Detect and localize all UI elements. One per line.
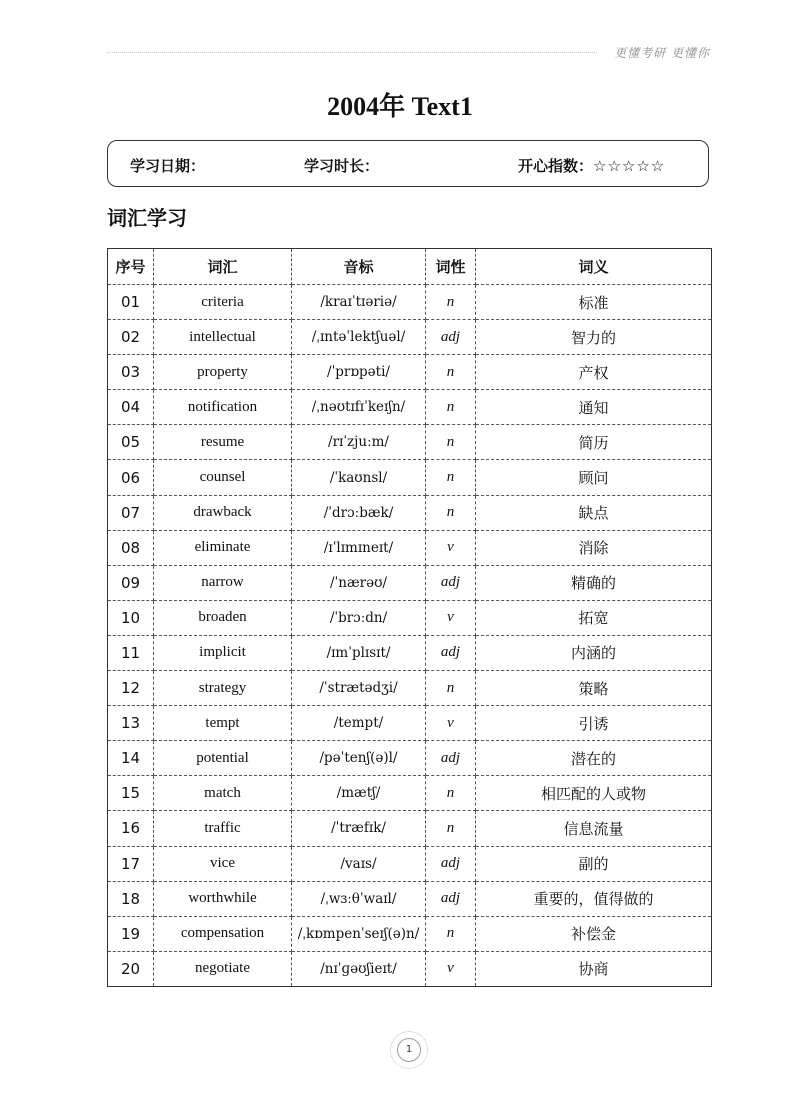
- phonetic: /nɪˈɡəʊʃieɪt/: [292, 951, 426, 986]
- happiness-index: [518, 155, 665, 176]
- phonetic: /ˈprɒpəti/: [292, 355, 426, 390]
- vocab-word: intellectual: [154, 320, 292, 355]
- table-row: [108, 741, 712, 776]
- vocab-word: traffic: [154, 811, 292, 846]
- meaning: 通知: [476, 390, 712, 425]
- phonetic: /ˈstrætədʒi/: [292, 671, 426, 706]
- row-number: 19: [108, 916, 154, 951]
- header-slogan: 更懂考研 更懂你: [614, 46, 710, 60]
- phonetic: /ˈnærəʊ/: [292, 565, 426, 600]
- header-divider: [107, 52, 597, 53]
- rating-stars: ☆☆☆☆☆: [593, 157, 666, 175]
- part-of-speech: n: [426, 390, 476, 425]
- table-row: [108, 425, 712, 460]
- table-row: [108, 495, 712, 530]
- row-number: 07: [108, 495, 154, 530]
- phonetic: /ˌnəʊtɪfɪˈkeɪʃn/: [292, 390, 426, 425]
- study-date-label: 学习日期：: [130, 157, 206, 175]
- vocab-word: eliminate: [154, 530, 292, 565]
- vocab-word: property: [154, 355, 292, 390]
- meaning: 顾问: [476, 460, 712, 495]
- happiness-label: 开心指数：: [518, 157, 594, 175]
- part-of-speech: adj: [426, 846, 476, 881]
- phonetic: /mætʃ/: [292, 776, 426, 811]
- part-of-speech: v: [426, 706, 476, 741]
- vocab-word: broaden: [154, 600, 292, 635]
- row-number: 12: [108, 671, 154, 706]
- meaning: 内涵的: [476, 635, 712, 670]
- phonetic: /ɪˈlɪmɪneɪt/: [292, 530, 426, 565]
- meaning: 协商: [476, 951, 712, 986]
- meaning: 标准: [476, 285, 712, 320]
- phonetic: /rɪˈzjuːm/: [292, 425, 426, 460]
- meaning: 智力的: [476, 320, 712, 355]
- table-row: [108, 320, 712, 355]
- vocab-word: drawback: [154, 495, 292, 530]
- vocab-word: strategy: [154, 671, 292, 706]
- part-of-speech: v: [426, 600, 476, 635]
- meaning: 相匹配的人或物: [476, 776, 712, 811]
- row-number: 16: [108, 811, 154, 846]
- vocab-word: criteria: [154, 285, 292, 320]
- table-header-row: [108, 249, 712, 285]
- vocab-word: match: [154, 776, 292, 811]
- meaning: 信息流量: [476, 811, 712, 846]
- part-of-speech: n: [426, 355, 476, 390]
- meaning: 简历: [476, 425, 712, 460]
- phonetic: /tempt/: [292, 706, 426, 741]
- vocab-word: compensation: [154, 916, 292, 951]
- part-of-speech: n: [426, 425, 476, 460]
- vocab-word: worthwhile: [154, 881, 292, 916]
- part-of-speech: v: [426, 951, 476, 986]
- part-of-speech: adj: [426, 565, 476, 600]
- row-number: 01: [108, 285, 154, 320]
- row-number: 10: [108, 600, 154, 635]
- table-row: [108, 916, 712, 951]
- vocab-word: vice: [154, 846, 292, 881]
- row-number: 14: [108, 741, 154, 776]
- row-number: 20: [108, 951, 154, 986]
- table-row: [108, 355, 712, 390]
- table-row: [108, 565, 712, 600]
- table-row: [108, 776, 712, 811]
- vocab-word: notification: [154, 390, 292, 425]
- table-row: [108, 671, 712, 706]
- study-info-box: [107, 140, 709, 187]
- row-number: 15: [108, 776, 154, 811]
- row-number: 04: [108, 390, 154, 425]
- phonetic: /ɪmˈplɪsɪt/: [292, 635, 426, 670]
- meaning: 潜在的: [476, 741, 712, 776]
- table-row: [108, 846, 712, 881]
- vocab-word: tempt: [154, 706, 292, 741]
- meaning: 策略: [476, 671, 712, 706]
- part-of-speech: adj: [426, 741, 476, 776]
- part-of-speech: n: [426, 916, 476, 951]
- study-duration-label: 学习时长：: [304, 157, 380, 175]
- table-row: [108, 706, 712, 741]
- phonetic: /ˈtræfɪk/: [292, 811, 426, 846]
- vocab-word: potential: [154, 741, 292, 776]
- header-no: 序号: [108, 249, 154, 285]
- row-number: 18: [108, 881, 154, 916]
- phonetic: /ˌwɜːθˈwaɪl/: [292, 881, 426, 916]
- meaning: 产权: [476, 355, 712, 390]
- meaning: 缺点: [476, 495, 712, 530]
- phonetic: /ˈkaʊnsl/: [292, 460, 426, 495]
- vocab-word: narrow: [154, 565, 292, 600]
- row-number: 13: [108, 706, 154, 741]
- row-number: 05: [108, 425, 154, 460]
- vocab-word: negotiate: [154, 951, 292, 986]
- table-row: [108, 635, 712, 670]
- vocab-table: [107, 248, 712, 987]
- part-of-speech: adj: [426, 881, 476, 916]
- page-title: 2004年 Text1: [327, 92, 473, 121]
- section-title: 词汇学习: [107, 206, 187, 230]
- row-number: 09: [108, 565, 154, 600]
- part-of-speech: n: [426, 460, 476, 495]
- table-row: [108, 600, 712, 635]
- meaning: 补偿金: [476, 916, 712, 951]
- phonetic: /ˈdrɔːbæk/: [292, 495, 426, 530]
- table-row: [108, 285, 712, 320]
- part-of-speech: n: [426, 811, 476, 846]
- part-of-speech: n: [426, 671, 476, 706]
- meaning: 精确的: [476, 565, 712, 600]
- phonetic: /kraɪˈtɪəriə/: [292, 285, 426, 320]
- row-number: 11: [108, 635, 154, 670]
- part-of-speech: v: [426, 530, 476, 565]
- table-row: [108, 811, 712, 846]
- phonetic: /ˌkɒmpenˈseɪʃ(ə)n/: [292, 916, 426, 951]
- header-pos: 词性: [426, 249, 476, 285]
- part-of-speech: n: [426, 776, 476, 811]
- meaning: 重要的，值得做的: [476, 881, 712, 916]
- part-of-speech: n: [426, 495, 476, 530]
- meaning: 消除: [476, 530, 712, 565]
- row-number: 06: [108, 460, 154, 495]
- table-row: [108, 881, 712, 916]
- row-number: 17: [108, 846, 154, 881]
- meaning: 副的: [476, 846, 712, 881]
- header-word: 词汇: [154, 249, 292, 285]
- table-row: [108, 390, 712, 425]
- header-ipa: 音标: [292, 249, 426, 285]
- row-number: 03: [108, 355, 154, 390]
- row-number: 08: [108, 530, 154, 565]
- table-row: [108, 530, 712, 565]
- phonetic: /vaɪs/: [292, 846, 426, 881]
- vocab-word: counsel: [154, 460, 292, 495]
- part-of-speech: adj: [426, 635, 476, 670]
- page-number: 1: [397, 1038, 421, 1062]
- meaning: 引诱: [476, 706, 712, 741]
- part-of-speech: n: [426, 285, 476, 320]
- vocab-word: implicit: [154, 635, 292, 670]
- row-number: 02: [108, 320, 154, 355]
- table-row: [108, 951, 712, 986]
- phonetic: /ˈbrɔːdn/: [292, 600, 426, 635]
- part-of-speech: adj: [426, 320, 476, 355]
- phonetic: /ˌɪntəˈlektʃuəl/: [292, 320, 426, 355]
- phonetic: /pəˈtenʃ(ə)l/: [292, 741, 426, 776]
- meaning: 拓宽: [476, 600, 712, 635]
- vocab-word: resume: [154, 425, 292, 460]
- table-row: [108, 460, 712, 495]
- header-meaning: 词义: [476, 249, 712, 285]
